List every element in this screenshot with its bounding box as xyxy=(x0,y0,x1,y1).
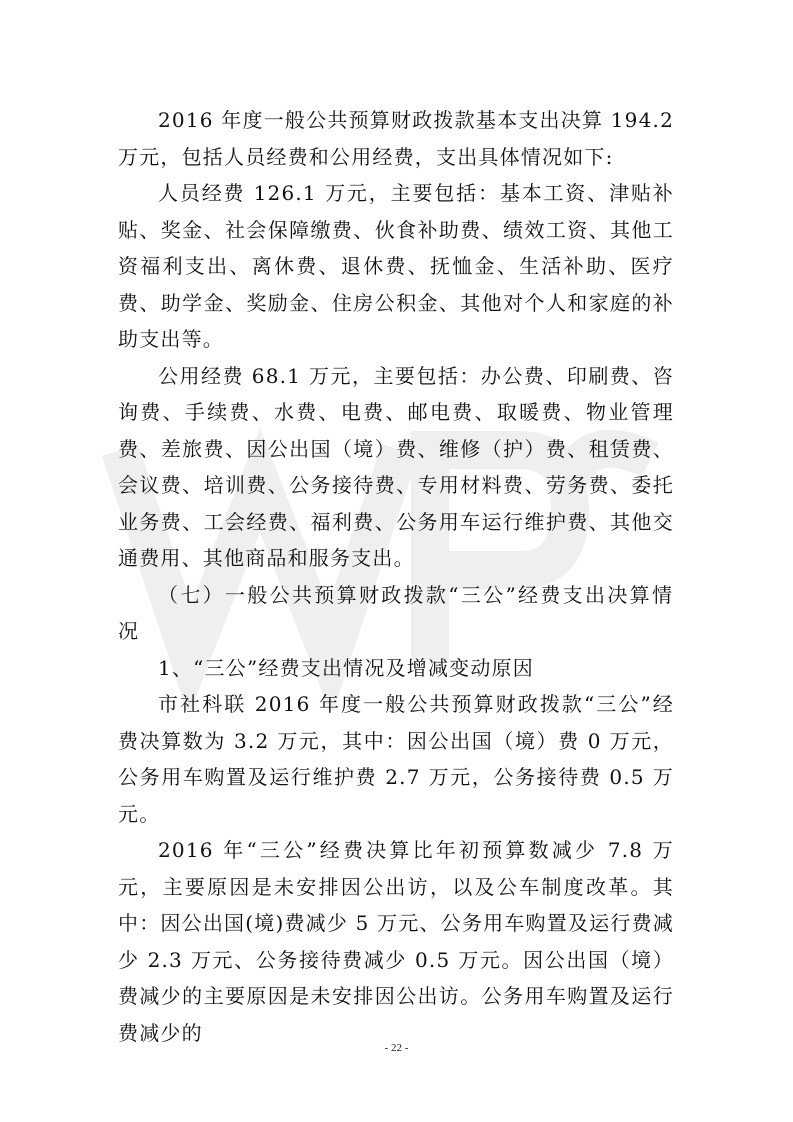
paragraph-three-public-final: 市社科联 2016 年度一般公共预算财政拨款“三公”经费决算数为 3.2 万元，其中：因公出国（境）费 0 万元，公务用车购置及运行维护费 2.7 万元，公务接待费 0.5 万元。 xyxy=(118,692,674,826)
paragraph-three-public-decrease: 2016 年“三公”经费决算比年初预算数减少 7.8 万元，主要原因是未安排因公出访，以及公车制度改革。其中：因公出国(境)费减少 5 万元、公务用车购置及运行费减少 2.3 万元、公务接待费减少 0.5 万元。因公出国（境）费减少的主要原因是未安排因公出访。公务用车购置及运行费减少的 xyxy=(118,838,674,1045)
paragraph-personnel-expenses: 人员经费 126.1 万元，主要包括：基本工资、津贴补贴、奖金、社会保障缴费、伙食补助费、绩效工资、其他工资福利支出、离休费、退休费、抚恤金、生活补助、医疗费、助学金、奖励金、住房公积金、其他对个人和家庭的补助支出等。 xyxy=(118,181,674,351)
paragraph-basic-expenditure: 2016 年度一般公共预算财政拨款基本支出决算 194.2 万元，包括人员经费和公用经费，支出具体情况如下: xyxy=(118,108,674,169)
body-text xyxy=(118,102,674,1051)
page-number: - 22 - xyxy=(384,1042,409,1054)
paragraph-public-expenses: 公用经费 68.1 万元，主要包括：办公费、印刷费、咨询费、手续费、水费、电费、邮电费、取暖费、物业管理费、差旅费、因公出国（境）费、维修（护）费、租赁费、会议费、培训费、公务接待费、专用材料费、劳务费、委托业务费、工会经费、福利费、公务用车运行维护费、其他交通费用、其他商品和服务支出。 xyxy=(118,363,674,570)
subheading-three-public-changes: 1、“三公”经费支出情况及增减变动原因 xyxy=(158,655,534,680)
section-heading-three-public: （七）一般公共预算财政拨款“三公”经费支出决算情况 xyxy=(118,582,674,643)
